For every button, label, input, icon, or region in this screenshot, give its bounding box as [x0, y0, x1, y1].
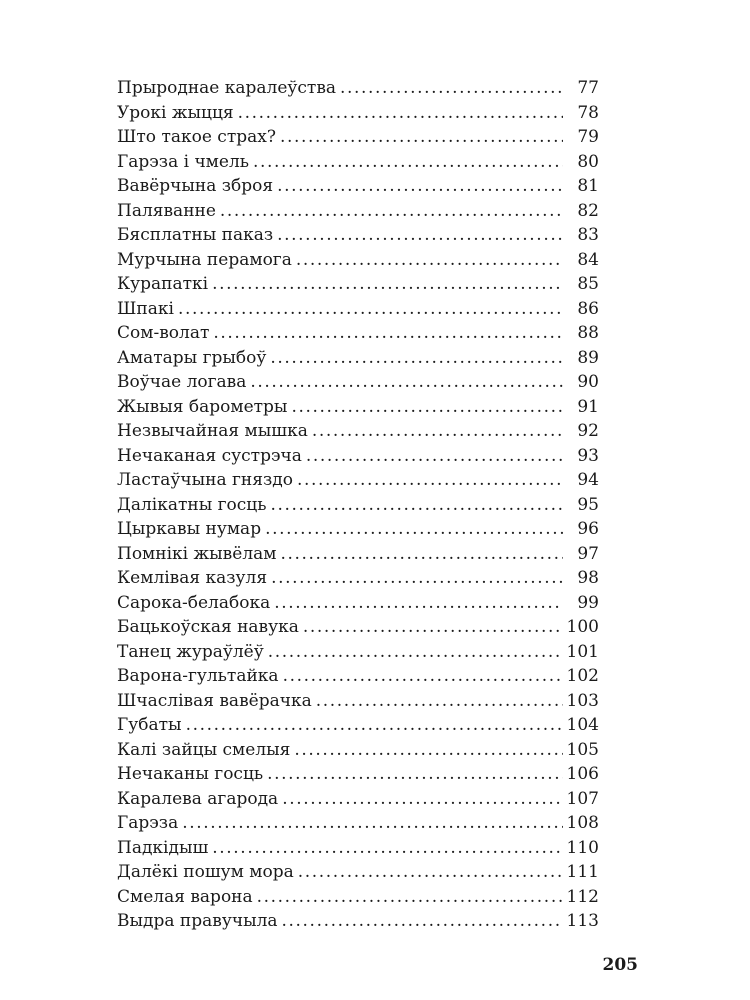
toc-entry — [117, 76, 599, 101]
dot-leader — [294, 738, 563, 763]
toc-entry — [117, 174, 599, 199]
toc-entry-title: Кемлівая казуля — [117, 568, 268, 588]
toc-entry-page: 84 — [577, 249, 599, 270]
toc-entry — [117, 836, 599, 861]
toc-entry — [117, 566, 599, 591]
toc-entry-page: 80 — [577, 151, 599, 172]
toc-entry — [117, 297, 599, 322]
dot-leader — [303, 615, 563, 640]
toc-entry-page: 88 — [577, 323, 599, 343]
toc-entry-title: Ластаўчына гняздо — [117, 470, 293, 490]
toc-entry-page: 85 — [577, 274, 599, 294]
dot-leader — [186, 713, 563, 738]
dot-leader — [270, 493, 563, 518]
toc-entry-page: 90 — [577, 372, 599, 392]
toc-entry-title: Калі зайцы смелыя — [117, 739, 291, 760]
dot-leader — [238, 101, 563, 126]
dot-leader — [178, 297, 563, 322]
dot-leader — [298, 860, 563, 885]
toc-entry-page: 89 — [577, 347, 599, 368]
toc-entry — [117, 272, 599, 297]
toc-entry-page: 77 — [577, 78, 599, 98]
toc-entry-title: Нечаканы госць — [117, 764, 264, 784]
toc-entry-title: Варона-гультайка — [117, 666, 279, 686]
toc-entry-page: 95 — [577, 494, 599, 515]
toc-entry — [117, 640, 599, 665]
dot-leader — [265, 517, 563, 542]
toc-entry-page: 86 — [577, 298, 599, 319]
toc-entry-title: Незвычайная мышка — [117, 421, 308, 441]
toc-entry-title: Бацькоўская навука — [117, 617, 299, 637]
toc-entry-page: 111 — [566, 862, 599, 882]
toc-entry-page: 103 — [566, 690, 599, 711]
dot-leader — [316, 689, 563, 714]
dot-leader — [212, 836, 563, 861]
toc-entry-title: Жывыя барометры — [117, 396, 288, 417]
toc-entry-page: 99 — [577, 592, 599, 613]
page-number: 205 — [602, 955, 638, 975]
toc-entry-page: 113 — [566, 911, 599, 931]
toc-entry — [117, 370, 599, 395]
dot-leader — [274, 591, 563, 616]
dot-leader — [277, 174, 563, 199]
toc-entry-page: 96 — [577, 519, 599, 539]
toc-entry-title: Бясплатны паказ — [117, 225, 274, 245]
toc-entry-page: 110 — [566, 837, 599, 858]
toc-entry-title: Шчаслівая вавёрачка — [117, 690, 312, 711]
toc-entry-page: 81 — [577, 176, 599, 196]
toc-entry — [117, 738, 599, 763]
toc-entry — [117, 689, 599, 714]
toc-entry — [117, 811, 599, 836]
toc-entry — [117, 517, 599, 542]
toc-entry-page: 92 — [577, 421, 599, 441]
toc-entry-title: Курапаткі — [117, 274, 209, 294]
dot-leader — [270, 346, 563, 371]
dot-leader — [271, 566, 563, 591]
toc-entry-page: 100 — [566, 617, 599, 637]
toc-entry-page: 94 — [577, 470, 599, 490]
toc-entry — [117, 223, 599, 248]
toc-entry-page: 104 — [566, 715, 599, 735]
toc-entry-title: Прыроднае каралеўства — [117, 78, 337, 98]
toc-entry-page: 97 — [577, 543, 599, 564]
toc-entry — [117, 125, 599, 150]
toc-entry-title: Гарэза — [117, 813, 179, 833]
toc-entry — [117, 493, 599, 518]
dot-leader — [212, 272, 563, 297]
toc-entry-title: Выдра правучыла — [117, 911, 278, 931]
toc-entry — [117, 860, 599, 885]
toc-entry — [117, 321, 599, 346]
toc-entry — [117, 762, 599, 787]
dot-leader — [280, 125, 563, 150]
toc-entry — [117, 248, 599, 273]
toc-entry-page: 106 — [566, 764, 599, 784]
toc-entry — [117, 468, 599, 493]
toc-entry-page: 108 — [566, 813, 599, 833]
toc-entry-page: 112 — [566, 886, 599, 907]
dot-leader — [280, 542, 563, 567]
dot-leader — [250, 370, 563, 395]
toc-entry-title: Цыркавы нумар — [117, 519, 262, 539]
toc-entry — [117, 664, 599, 689]
toc-entry-title: Паляванне — [117, 200, 216, 221]
toc-entry — [117, 101, 599, 126]
toc-entry-title: Воўчае логава — [117, 372, 247, 392]
toc-entry-title: Далёкі пошум мора — [117, 862, 294, 882]
toc-entry-title: Танец жураўлёў — [117, 641, 264, 662]
toc-entry-title: Вавёрчына зброя — [117, 176, 274, 196]
toc-entry-page: 102 — [566, 666, 599, 686]
toc-entry-title: Сарока-белабока — [117, 592, 271, 613]
toc-entry-page: 105 — [566, 739, 599, 760]
toc-entry — [117, 150, 599, 175]
dot-leader — [312, 419, 563, 444]
dot-leader — [340, 76, 563, 101]
dot-leader — [267, 762, 563, 787]
toc-entry-title: Урокі жыцця — [117, 102, 234, 123]
toc-entry — [117, 199, 599, 224]
toc-entry-page: 93 — [577, 445, 599, 466]
dot-leader — [283, 664, 563, 689]
toc-entry — [117, 591, 599, 616]
toc-entry-title: Гарэза і чмель — [117, 151, 250, 172]
toc-entry — [117, 346, 599, 371]
toc-entry-title: Смелая варона — [117, 886, 253, 907]
toc-entry — [117, 419, 599, 444]
toc-entry-title: Каралева агарода — [117, 788, 279, 809]
toc-entry — [117, 542, 599, 567]
toc-entry — [117, 713, 599, 738]
dot-leader — [282, 787, 563, 812]
dot-leader — [282, 909, 563, 934]
dot-leader — [306, 444, 563, 469]
toc-entry-page: 101 — [566, 641, 599, 662]
toc-entry-page: 98 — [577, 568, 599, 588]
table-of-contents — [117, 76, 599, 934]
toc-entry-title: Помнікі жывёлам — [117, 543, 277, 564]
toc-entry — [117, 395, 599, 420]
dot-leader — [296, 248, 563, 273]
toc-entry-page: 79 — [577, 127, 599, 147]
toc-entry-title: Губаты — [117, 715, 182, 735]
toc-entry-page: 83 — [577, 225, 599, 245]
toc-entry-title: Нечаканая сустрэча — [117, 445, 302, 466]
toc-entry — [117, 615, 599, 640]
toc-entry-title: Далікатны госць — [117, 494, 267, 515]
dot-leader — [297, 468, 563, 493]
toc-entry-title: Шпакі — [117, 298, 174, 319]
dot-leader — [291, 395, 563, 420]
toc-entry — [117, 909, 599, 934]
toc-entry-title: Што такое страх? — [117, 127, 276, 147]
dot-leader — [268, 640, 563, 665]
dot-leader — [253, 150, 563, 175]
toc-entry-title: Аматары грыбоў — [117, 347, 267, 368]
dot-leader — [257, 885, 563, 910]
toc-entry-page: 82 — [577, 200, 599, 221]
dot-leader — [277, 223, 563, 248]
toc-entry — [117, 787, 599, 812]
dot-leader — [182, 811, 563, 836]
toc-entry — [117, 885, 599, 910]
toc-entry-title: Сом-волат — [117, 323, 210, 343]
toc-entry-page: 107 — [566, 788, 599, 809]
toc-entry-title: Падкідыш — [117, 837, 209, 858]
toc-entry-title: Мурчына перамога — [117, 249, 292, 270]
dot-leader — [213, 321, 563, 346]
toc-entry — [117, 444, 599, 469]
dot-leader — [220, 199, 563, 224]
toc-entry-page: 91 — [577, 396, 599, 417]
toc-entry-page: 78 — [577, 102, 599, 123]
